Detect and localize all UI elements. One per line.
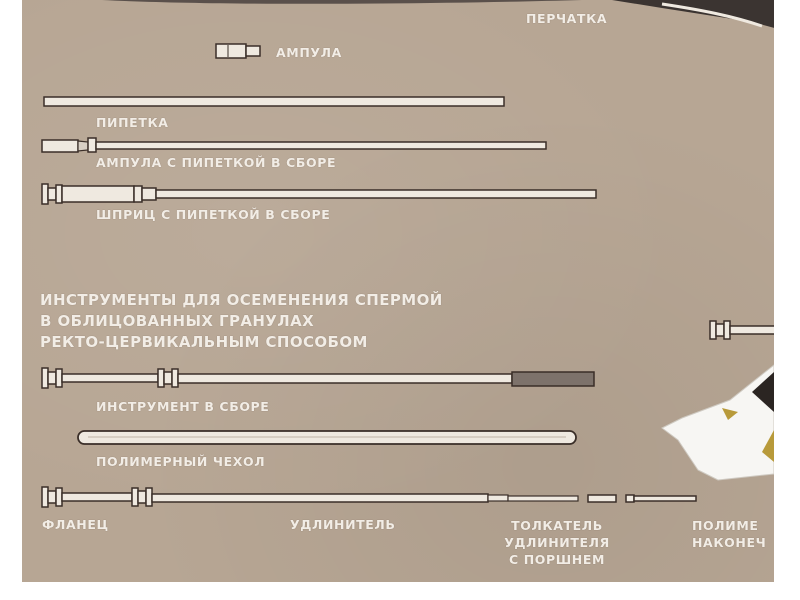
section-title-line-1: ИНСТРУМЕНТЫ ДЛЯ ОСЕМЕНЕНИЯ СПЕРМОЙ [40,291,443,309]
pipette-drawing [44,97,504,106]
section-title-line-3: РЕКТО-ЦЕРВИКАЛЬНЫМ СПОСОБОМ [40,333,368,351]
poster [22,0,774,582]
instrument-assembled-label: ИНСТРУМЕНТ В СБОРЕ [96,399,270,414]
pusher-label [498,517,616,568]
polymer-tip-label-line-1: ПОЛИМЕ [692,518,759,533]
ampule-label: АМПУЛА [276,45,342,60]
polymer-tip-label [692,517,774,551]
disassembled-parts-drawing [42,487,696,507]
polymer-sheath-drawing [78,431,576,444]
polymer-tip-label-line-2: НАКОНЕЧ [692,535,767,550]
syringe-pipette-label: ШПРИЦ С ПИПЕТКОЙ В СБОРЕ [96,207,331,222]
glove-label: ПЕРЧАТКА [526,11,608,26]
ampule-pipette-label: АМПУЛА С ПИПЕТКОЙ В СБОРЕ [96,155,337,170]
pusher-label-line-3: С ПОРШНЕМ [508,552,606,567]
pipette-label: ПИПЕТКА [96,115,169,130]
cropped-instrument-drawing [710,321,774,339]
pusher-label-line-2: УДЛИНИТЕЛЯ [504,535,610,550]
pusher-label-line-1: ТОЛКАТЕЛЬ [511,518,603,533]
ampule-drawing [216,44,260,58]
syringe-pipette-drawing [42,184,596,204]
section-title [40,290,443,353]
instrument-assembled-drawing [42,368,594,388]
sleeve-drawing [662,365,774,480]
section-title-line-2: В ОБЛИЦОВАННЫХ ГРАНУЛАХ [40,312,315,330]
flange-label: ФЛАНЕЦ [42,517,109,532]
glove-drawing [94,0,774,30]
extender-label: УДЛИНИТЕЛЬ [290,517,396,532]
polymer-sheath-label: ПОЛИМЕРНЫЙ ЧЕХОЛ [96,454,266,469]
ampule-pipette-drawing [42,138,546,152]
